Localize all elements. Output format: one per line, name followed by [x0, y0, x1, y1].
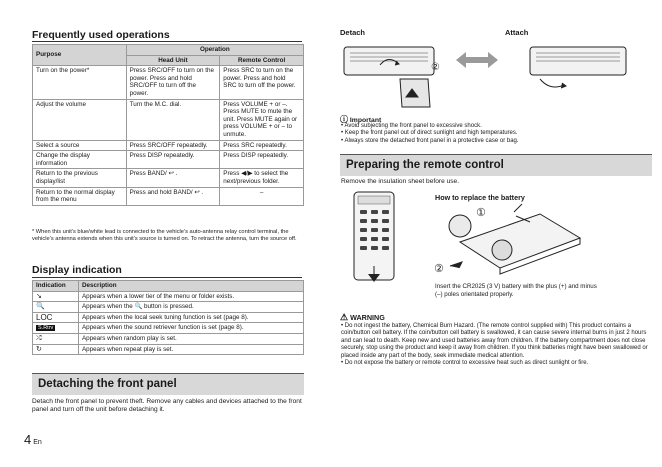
- purpose-cell: Return to the normal display from the menu: [33, 187, 127, 205]
- table-row: [33, 291, 304, 302]
- table-row: [33, 151, 304, 169]
- head-unit-cell: Press DISP repeatedly.: [126, 151, 220, 169]
- head-unit-cell: Press and hold BAND/ ↩ .: [126, 187, 220, 205]
- display-table: [32, 280, 304, 355]
- table-row: [33, 66, 304, 99]
- description-cell: Appears when random play is set.: [78, 333, 303, 344]
- detach-step-2: ②: [431, 62, 440, 73]
- table-row: [33, 187, 304, 205]
- remote-intro: Remove the insulation sheet before use.: [341, 178, 460, 185]
- operation-header: Operation: [126, 45, 303, 56]
- double-arrow-icon: [456, 52, 498, 68]
- important-list: [341, 123, 651, 145]
- table-row: [33, 344, 304, 355]
- table-row: [33, 302, 304, 313]
- table-row: [33, 312, 304, 323]
- detach-attach-figure: [340, 39, 660, 114]
- lower-tier-icon: ↘: [33, 291, 79, 302]
- purpose-cell: Return to the previous display/list: [33, 169, 127, 187]
- description-cell: Appears when a lower tier of the menu or folder exists.: [78, 291, 303, 302]
- repeat-icon: ↻: [33, 344, 79, 355]
- display-title-rule: [32, 277, 302, 278]
- indication-header: Indication: [33, 281, 79, 292]
- warning-list: [341, 323, 653, 367]
- list-item: • Always store the detached front panel in a protective case or bag.: [341, 138, 651, 145]
- remote-cell: Press ◀/▶ to select the next/previous folder.: [220, 169, 304, 187]
- battery-step-1: ①: [476, 206, 486, 219]
- detach-label: Detach: [340, 28, 366, 37]
- ops-title-rule: [32, 41, 302, 42]
- head-unit-cell: Press SRC/OFF to turn on the power. Press and hold SRC/OFF to turn off the power.: [126, 66, 220, 99]
- description-header: Description: [78, 281, 303, 292]
- table-row: [33, 333, 304, 344]
- detaching-title: Detaching the front panel: [32, 373, 304, 395]
- remote-cell: Press DISP repeatedly.: [220, 151, 304, 169]
- remote-header: Remote Control: [220, 55, 304, 66]
- warning-icon: ⚠: [340, 312, 349, 322]
- loc-indicator: LOC: [33, 312, 79, 323]
- description-cell: Appears when the 🔍 button is pressed.: [78, 302, 303, 313]
- list-item: • Avoid subjecting the front panel to excessive shock.: [341, 123, 651, 130]
- list-item: • Do not expose the battery or remote control to excessive heat such as direct sunlight or fire.: [341, 360, 653, 367]
- warning-title: [340, 312, 385, 323]
- description-cell: Appears when repeat play is set.: [78, 344, 303, 355]
- purpose-cell: Select a source: [33, 140, 127, 151]
- list-item: • Do not ingest the battery, Chemical Burn Hazard. (The remote control supplied with) This product contains a coin/button cell battery. If the coin/button cell battery is swallowed, it can cause severe internal burns in just 2 hours and can lead to death. Keep new and used batteries away from children. If the battery compartment does not close securely, stop using the product and keep it away from children. If you think batteries might have been swallowed or placed inside any part of the body, seek immediate medical attention.: [341, 323, 653, 360]
- head-unit-cell: Press BAND/ ↩ .: [126, 169, 220, 187]
- important-title-text: Important: [349, 117, 382, 124]
- list-item: • Keep the front panel out of direct sunlight and high temperatures.: [341, 130, 651, 137]
- display-title: Display indication: [32, 264, 122, 276]
- remote-cell: Press SRC to turn on the power. Press and hold SRC to turn off the power.: [220, 66, 304, 99]
- table-row: [33, 99, 304, 140]
- battery-figure: [430, 202, 590, 284]
- remote-cell: Press SRC repeatedly.: [220, 140, 304, 151]
- page-number: [24, 432, 42, 447]
- remote-cell: Press VOLUME + or –. Press MUTE to mute the unit. Press MUTE again or press VOLUME + or – to unmute.: [220, 99, 304, 140]
- battery-text: Insert the CR2025 (3 V) battery with the plus (+) and minus (–) poles orientated properly.: [435, 283, 597, 298]
- detaching-text: Detach the front panel to prevent theft. Remove any cables and devices attached to the front panel and turn off the unit before detaching it.: [32, 398, 302, 414]
- purpose-header: Purpose: [33, 45, 127, 66]
- remote-control-figure: [350, 190, 398, 288]
- page-lang: En: [33, 439, 42, 446]
- head-unit-cell: Turn the M.C. dial.: [126, 99, 220, 140]
- head-unit-header: Head Unit: [126, 55, 220, 66]
- remote-title: Preparing the remote control: [340, 154, 652, 176]
- ops-title: Frequently used operations: [32, 29, 170, 41]
- warning-title-text: WARNING: [350, 313, 385, 322]
- attach-label: Attach: [505, 28, 529, 37]
- table-row: [33, 169, 304, 187]
- purpose-cell: Turn on the power*: [33, 66, 127, 99]
- random-icon: ⤮: [33, 333, 79, 344]
- ops-footnote: * When this unit’s blue/white lead is connected to the vehicle’s auto-antenna relay control terminal, the vehicle’s antenna extends when this unit’s source is turned on. To retract the antenna, turn the source off.: [32, 229, 297, 242]
- detach-illustration: [344, 47, 434, 107]
- purpose-cell: Change the display information: [33, 151, 127, 169]
- battery-title: How to replace the battery: [435, 193, 525, 202]
- table-row: [33, 140, 304, 151]
- description-cell: Appears when the sound retriever function is set (page 8).: [78, 323, 303, 334]
- remote-cell: –: [220, 187, 304, 205]
- search-icon: 🔍: [33, 302, 79, 313]
- sound-retriever-badge: S.Rtrv: [38, 325, 54, 332]
- attach-illustration: [530, 47, 626, 88]
- head-unit-cell: Press SRC/OFF repeatedly.: [126, 140, 220, 151]
- description-cell: Appears when the local seek tuning function is set (page 8).: [78, 312, 303, 323]
- purpose-cell: Adjust the volume: [33, 99, 127, 140]
- operations-table: [32, 44, 304, 206]
- sound-retriever-indicator: [33, 323, 79, 334]
- page-number-digit: 4: [24, 432, 32, 447]
- battery-step-2: ②: [434, 262, 444, 275]
- table-row: [33, 323, 304, 334]
- important-icon: ⓘ: [340, 115, 348, 124]
